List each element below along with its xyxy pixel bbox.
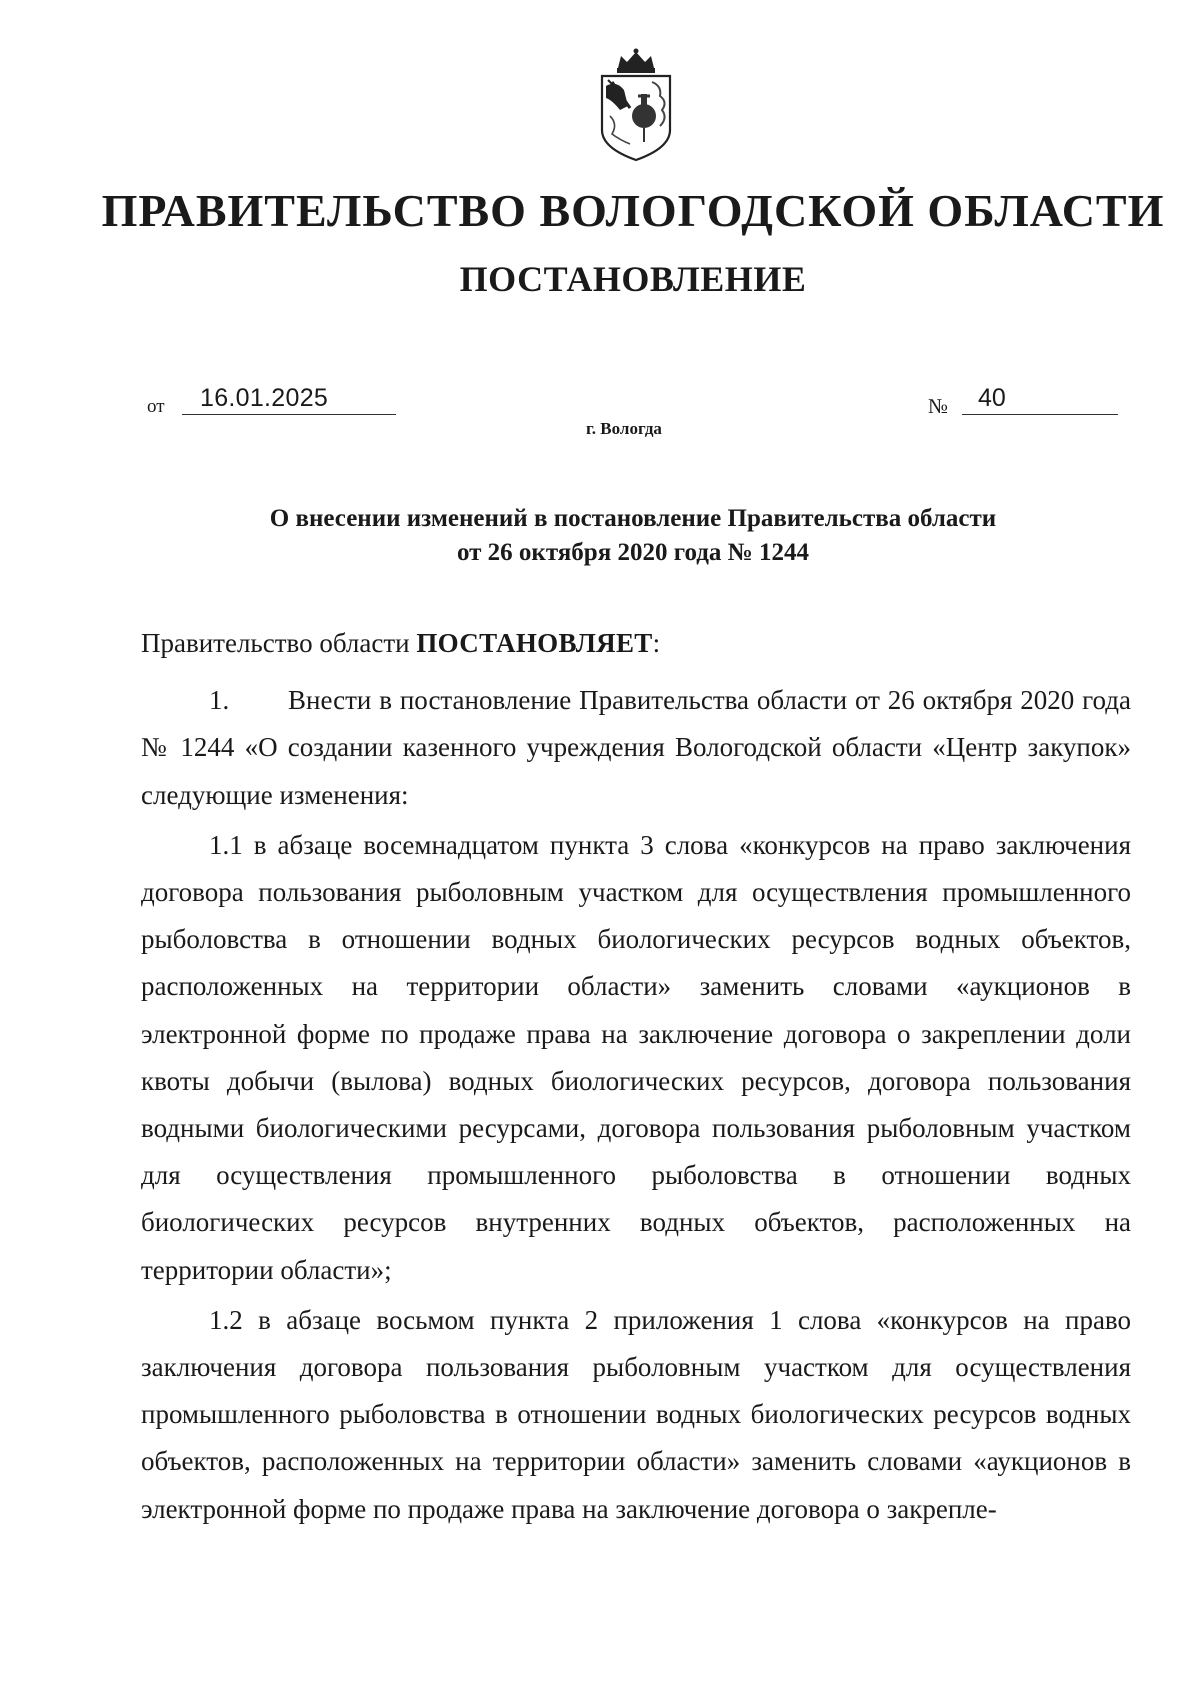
government-name: ПРАВИТЕЛЬСТВО ВОЛОГОДСКОЙ ОБЛАСТИ	[101, 185, 1165, 236]
coat-of-arms-icon	[590, 46, 682, 164]
subject-line-1: О внесении изменений в постановление Правительства области	[269, 505, 997, 532]
document-subject	[0, 502, 1200, 570]
intro-bold: ПОСТАНОВЛЯЕТ	[416, 628, 653, 658]
item-1-text: Внести в постановление Правительства области от 26 октября 2020 года № 1244 «О создании казенного учреждения Вологодской области «Центр закупок» следующие изменения:	[141, 685, 1131, 810]
number-prefix: №	[928, 394, 949, 418]
intro-paragraph	[141, 620, 1131, 667]
document-type: ПОСТАНОВЛЕНИЕ	[459, 259, 807, 299]
item-1-number: 1.	[209, 685, 230, 716]
document-date: 16.01.2025	[200, 384, 329, 412]
item-1-2-paragraph: 1.2 в абзаце восьмом пункта 2 приложения 1 слова «конкурсов на право заключения договора пользования рыболовным участком для осуществления промышленного рыболовства в отношении водных биологических ресурсов водных объектов, расположенных на территории области» заменить словами «аукционов в электронной форме по продаже права на заключение договора о закрепле-	[141, 1304, 1131, 1524]
city: г. Вологда	[586, 419, 662, 438]
item-1-1-paragraph: 1.1 в абзаце восемнадцатом пункта 3 слова «конкурсов на право заключения договора пользования рыболовным участком для осуществления промышленного рыболовства в отношении водных биологических ресурсов водных объектов, расположенных на территории области» заменить словами «аукционов в электронной форме по продаже права на заключение договора о закреплении доли квоты добычи (вылова) водных биологических ресурсов, договора пользования водными биологическими ресурсами, договора пользования рыболовным участком для осуществления промышленного рыболовства в отношении водных биологических ресурсов внутренних водных объектов, расположенных на территории области»;	[141, 829, 1131, 1285]
intro-colon: :	[652, 628, 661, 658]
document-number: 40	[978, 384, 1006, 412]
number-underline	[962, 414, 1118, 415]
subject-line-2: от 26 октября 2020 года № 1244	[456, 539, 810, 566]
document-body	[141, 620, 1131, 1533]
item-1-paragraph	[141, 677, 1131, 819]
date-prefix: от	[147, 396, 165, 417]
intro-text: Правительство области	[141, 628, 417, 658]
date-underline	[182, 414, 396, 415]
